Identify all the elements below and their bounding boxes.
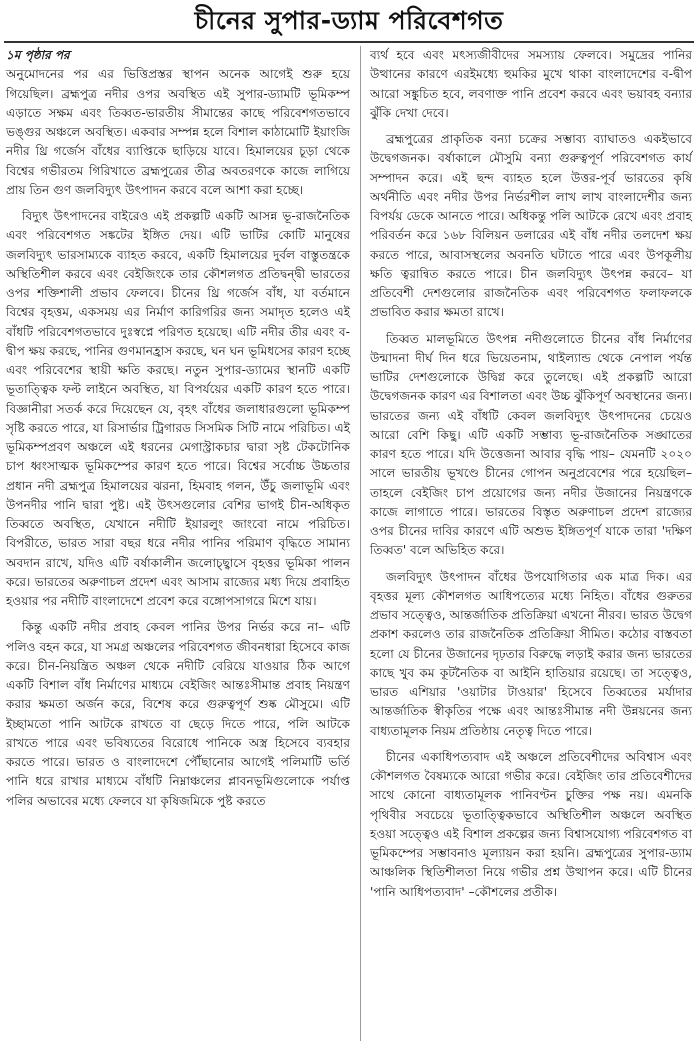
article-paragraph: চীনের একাধিপত্যবাদ এই অঞ্চলে প্রতিবেশীদের অবিশ্বাস এবং কৌশলগত বৈষম্যকে আরো গভীর করে। বেইজিং তার প্রতিবেশীদের সাথে কোনো বাধ্যতামূলক পানিবণ্টন চুক্তির পক্ষ নয়। এমনকি পৃথিবীর সবচেয়ে ভূতাত্ত্বিকভাবে অস্থিতিশীল অঞ্চলে অবস্থিত হওয়া সত্ত্বেও এই বিশাল প্রকল্পের জন্য বিশ্বাসযোগ্য পরিবেশগত বা ভূমিকম্পের সম্ভাবনাও মূল্যায়ন করা হয়নি। ব্রহ্মপুত্রের সুপার-ড্যাম আঞ্চলিক স্থিতিশীলতা নিয়ে গভীর প্রশ্ন উত্থাপন করে। এটি চীনের 'পানি আধিপত্যবাদ' –কৌশলের প্রতীক।	[370, 749, 692, 899]
article-paragraph: জলবিদ্যুৎ উৎপাদন বাঁধের উপযোগিতার এক মাত্র দিক। এর বৃহত্তর মূল্য কৌশলগত আধিপত্যের মধ্যে নিহিত। বাঁধের গুরুতর প্রভাব সত্ত্বেও, আন্তর্জাতিক প্রতিক্রিয়া এখনো নীরব। ভারত উদ্বেগ প্রকাশ করলেও তার রাজনৈতিক প্রতিক্রিয়া সীমিত। কঠোর বাস্তবতা হলো যে চীনের উজানের দৃঢ়তার বিরুদ্ধে লড়াই করার জন্য ভারতের কাছে খুব কম কূটনৈতিক বা আইনি হাতিয়ার রয়েছে। তা সত্ত্বেও, ভারত এশিয়ার 'ওয়াটার টাওয়ার' হিসেবে তিব্বতের মর্যাদার আন্তর্জাতিক স্বীকৃতির পক্ষে এবং আন্তঃসীমান্ত নদী উন্নয়নের জন্য বাধ্যতামূলক নিয়ম প্রতিষ্ঠায় নেতৃত্ব দিতে পারে।	[370, 569, 692, 738]
article-paragraph: ব্রহ্মপুত্রের প্রাকৃতিক বন্যা চক্রের সম্ভাব্য ব্যাঘাতও একইভাবে উদ্বেগজনক। বর্ষাকালে মৌসুমি বন্যা গুরুত্বপূর্ণ পরিবেশগত কার্য সম্পাদন করে। এই ছন্দ ব্যাহত হলে উত্তর-পূর্ব ভারতের কৃষি অর্থনীতি এবং নদীর উপর নির্ভরশীল লাখ লাখ বাংলাদেশীর জন্য বিপর্যয় ডেকে আনতে পারে। অধিকন্তু পলি আটকে রেখে এবং প্রবাহ পরিবর্তন করে ১৬৮ বিলিয়ন ডলারের এই বাঁধ নদীর তলদেশ ক্ষয় করতে পারে, আবাসস্থলের অবনতি ঘটাতে পারে এবং উপকূলীয় ক্ষতি ত্বরান্বিত করতে পারে। চীন জলবিদ্যুৎ উৎপন্ন করবে– যা প্রতিবেশী দেশগুলোর রাজনৈতিক এবং পরিবেশগত ফলাফলকে প্রভাবিত করার ক্ষমতা রাখে।	[370, 132, 692, 320]
article-paragraph: ব্যর্থ হবে এবং মৎস্যজীবীদের সমস্যায় ফেলবে। সমুদ্রের পানির উত্থানের কারণে এরইমধ্যে হুমকির মুখে থাকা বাংলাদেশের ব-দ্বীপ আরো সঙ্কুচিত হবে, লবণাক্ত পানি প্রবেশ করবে এবং ভয়াবহ বন্যার ঝুঁকি দেখা দেবে।	[370, 48, 692, 120]
headline-rule	[4, 41, 694, 43]
right-column	[370, 46, 692, 902]
article-paragraph: বিদ্যুৎ উৎপাদনের বাইরেও এই প্রকল্পটি একটি আসন্ন ভূ-রাজনৈতিক এবং পরিবেশগত সঙ্কটের ইঙ্গিত দেয়। এটি ভাটির কোটি মানুষের জলবিদ্যুৎ ভারসাম্যকে ব্যাহত করবে, একটি হিমালয়ের দুর্বল বাস্তুতন্ত্রকে অস্থিতিশীল করবে এবং বেইজিংকে তার কৌশলগত প্রতিদ্বন্দ্বী ভারতের ওপর শক্তিশালী প্রভাব ফেলবে। চীনের থ্রি গর্জেস বাঁধ, যা বর্তমানে বিশ্বের বৃহত্তম, একসময় এর নির্মাণ কারিগরির জন্য সমাদৃত হলেও এই বাঁধটি পরিবেশগতভাবে দুঃস্বপ্নে পরিণত হয়েছে। এটি নদীর তীর এবং ব-দ্বীপ ক্ষয় করছে, পানির গুণমানহ্রাস করছে, ঘন ঘন ভূমিধসের কারণ হচ্ছে এবং পরিবেশের স্থায়ী ক্ষতি করছে। নতুন সুপার-ড্যামের স্থানটি একটি ভূতাত্ত্বিক ফল্ট লাইনে অবস্থিত, যা বিপর্যয়ের একটি কারণ হতে পারে। বিজ্ঞানীরা সতর্ক করে দিয়েছেন যে, বৃহৎ বাঁধের জলাধারগুলো ভূমিকম্প সৃষ্টি করতে পারে, যা রিসার্ভার ট্রিগারড সিসমিক সিটি নামে পরিচিত। এই ভূমিকম্পপ্রবণ অঞ্চলে এই ধরনের মেগাস্ট্রাকচার দ্বারা সৃষ্ট টেকটোনিক চাপ ধ্বংসাত্মক ভূমিকম্পের কারণ হতে পারে। বিশ্বের সর্বোচ্চ উচ্চতার প্রধান নদী ব্রহ্মপুত্র হিমালয়ের ঝরনা, হিমবাহ গলন, উঁচু জলাভূমি এবং উপনদীর পানি দ্বারা পুষ্ট। এই উৎসগুলোর বেশির ভাগই চীন-অধিকৃত তিব্বতে অবস্থিত, যেখানে নদীটি ইয়ারলুং জাংবো নামে পরিচিত। বিপরীতে, ভারত সারা বছর ধরে নদীর পানির পরিমাণ বৃদ্ধিতে সামান্য অবদান রাখে, যদিও এটি বর্ষাকালীন জলোচ্ছ্বাসে বৃহত্তর ভূমিকা পালন করে। ভারতের অরুণাচল প্রদেশ এবং আসাম রাজ্যের মধ্য দিয়ে প্রবাহিত হওয়ার পর নদীটি বাংলাদেশে প্রবেশ করে বঙ্গোপসাগরে মিশে যায়।	[6, 209, 350, 608]
column-divider	[360, 46, 361, 1041]
continuation-label: ১ম পৃষ্ঠার পর	[6, 48, 70, 62]
article-paragraph: অনুমোদনের পর এর ভিত্তিপ্রস্তর স্থাপন অনেক আগেই শুরু হয়ে গিয়েছিল। ব্রহ্মপুত্র নদীর ওপর অবস্থিত এই সুপার-ড্যামটি ভূমিকম্প এড়াতে সক্ষম এবং তিব্বত-ভারতীয় সীমান্তের কাছে পরিবেশগতভাবে ভঙ্গুর অঞ্চলে অবস্থিত। একবার সম্পন্ন হলে বিশাল কাঠামোটি ইয়াংজি নদীর থ্রি গর্জেস বাঁধের ব্যাপ্তিকে ছাড়িয়ে যাবে। হিমালয়ের চূড়া থেকে বিশ্বের গভীরতম গিরিখাতে ব্রহ্মপুত্রের তীব্র অবতরণকে কাজে লাগিয়ে প্রায় তিন গুণ জলবিদ্যুৎ উৎপাদন করবে বলে আশা করা হচ্ছে।	[6, 67, 350, 197]
left-column	[6, 46, 350, 811]
article-paragraph: কিন্তু একটি নদীর প্রবাহ কেবল পানির উপর নির্ভর করে না– এটি পলিও বহন করে, যা সমগ্র অঞ্চলের পরিবেশগত জীবনধারা হিসেবে কাজ করে। চীন-নিয়ন্ত্রিত অঞ্চল থেকে নদীটি বেরিয়ে যাওয়ার ঠিক আগে একটি বিশাল বাঁধ নির্মাণের মাধ্যমে বেইজিং আন্তঃসীমান্ত প্রবাহ নিয়ন্ত্রণ করার ক্ষমতা অর্জন করে, বিশেষ করে গুরুত্বপূর্ণ শুষ্ক মৌসুমে। এটি ইচ্ছামতো পানি আটকে রাখতে বা ছেড়ে দিতে পারে, পলি আটকে রাখতে পারে এবং ভবিষ্যতের বিরোধে পানিকে অস্ত্র হিসেবে ব্যবহার করতে পারে। ভারত ও বাংলাদেশে পৌঁছানোর আগেই পলিমাটি ভর্তি পানি ধরে রাখার মাধ্যমে বাঁধটি নিম্নাঞ্চলের প্লাবনভূমিগুলোকে পর্যাপ্ত পলির অভাবের মধ্যে ফেলবে যা কৃষিজমিকে পুষ্ট করতে	[6, 620, 350, 808]
article-paragraph: তিব্বত মালভূমিতে উৎপন্ন নদীগুলোতে চীনের বাঁধ নির্মাণের উন্মাদনা দীর্ঘ দিন ধরে ভিয়েতনাম, থাইল্যান্ড থেকে নেপাল পর্যন্ত ভাটির দেশগুলোকে উদ্বিগ্ন করে তুলেছে। এই প্রকল্পটি আরো উদ্বেগজনক কারণ এর বিশালতা এবং উচ্চ ঝুঁকিপূর্ণ অবস্থানের জন্য। ভারতের জন্য এই বাঁধটি কেবল জলবিদ্যুৎ উৎপাদনের চেয়েও আরো বেশি কিছু। এটি একটি সম্ভাব্য ভূ-রাজনৈতিক সঙ্ঘাতের কারণ হতে পারে। যদি উত্তেজনা আবার বৃদ্ধি পায়– যেমনটি ২০২০ সালে ভারতীয় ভূখণ্ডে চীনের গোপন অনুপ্রবেশের পরে হয়েছিল– তাহলে বেইজিং চাপ প্রয়োগের জন্য নদীর উজানের নিয়ন্ত্রণকে কাজে লাগাতে পারে। ভারতের বিস্তৃত অরুণাচল প্রদেশ রাজ্যের ওপর চীনের দাবির কারণে এটি অশুভ ইঙ্গিতপূর্ণ যাকে তারা 'দক্ষিণ তিব্বত' বলে অভিহিত করে।	[370, 331, 692, 558]
headline: চীনের সুপার-ড্যাম পরিবেশগত	[194, 6, 504, 35]
